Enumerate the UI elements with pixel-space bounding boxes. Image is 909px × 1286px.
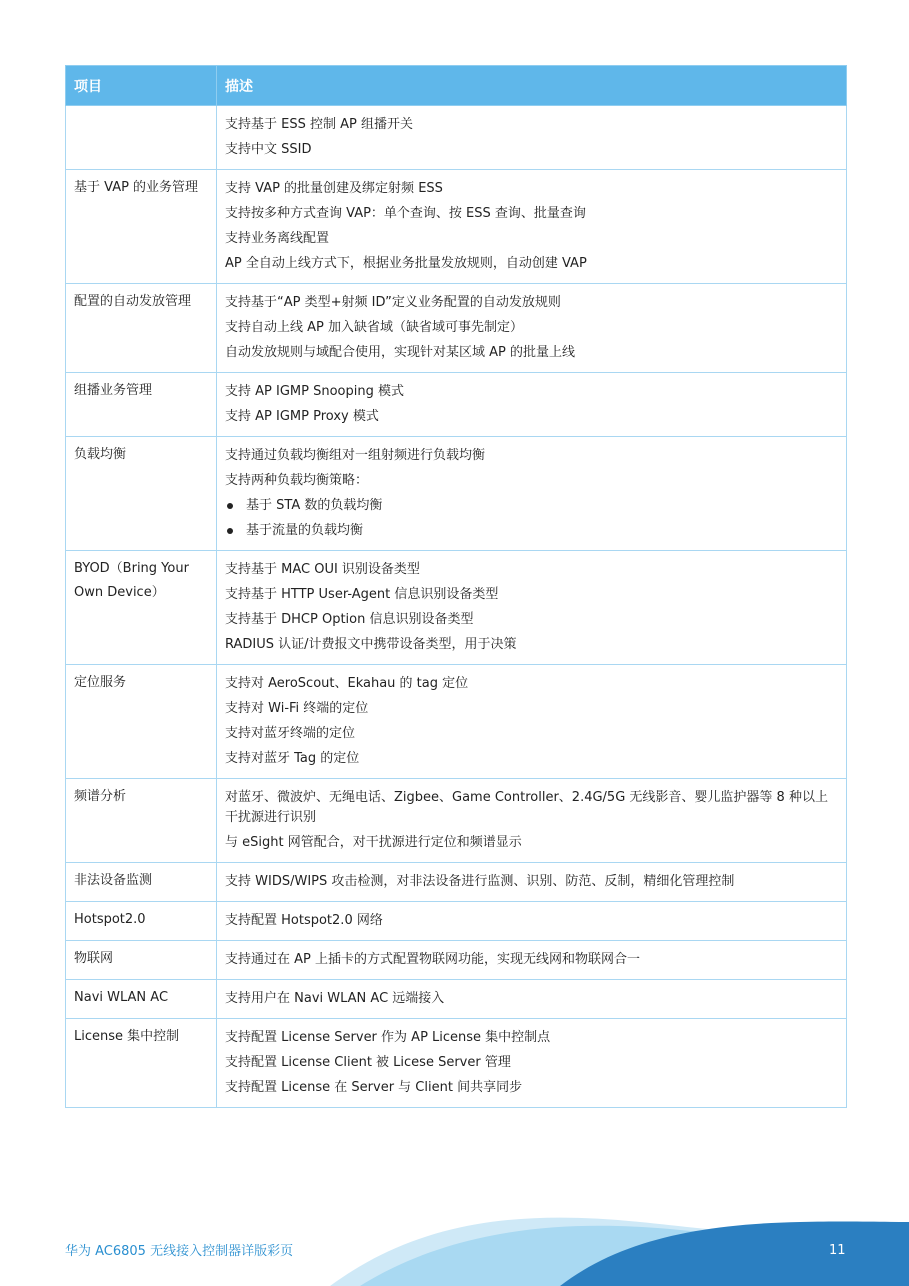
item-cell: 频谱分析 <box>66 779 217 863</box>
description-cell <box>217 551 847 665</box>
description-line: 支持基于“AP 类型+射频 ID”定义业务配置的自动发放规则 <box>225 295 561 310</box>
item-cell: 基于 VAP 的业务管理 <box>66 170 217 284</box>
table-row <box>66 170 847 284</box>
description-line: 支持 AP IGMP Snooping 模式 <box>225 384 404 399</box>
table-row <box>66 284 847 373</box>
description-cell <box>217 863 847 902</box>
item-cell: License 集中控制 <box>66 1019 217 1108</box>
item-cell: 组播业务管理 <box>66 373 217 437</box>
description-cell <box>217 170 847 284</box>
description-line: 支持配置 License Client 被 Licese Server 管理 <box>225 1055 511 1070</box>
description-line: 支持基于 MAC OUI 识别设备类型 <box>225 562 420 577</box>
bullet-text: 基于流量的负载均衡 <box>246 523 364 538</box>
table-row <box>66 779 847 863</box>
item-cell: 定位服务 <box>66 665 217 779</box>
table-row <box>66 665 847 779</box>
description-line: RADIUS 认证/计费报文中携带设备类型，用于决策 <box>225 637 517 652</box>
description-line: 支持对 AeroScout、Ekahau 的 tag 定位 <box>225 676 469 691</box>
bullet-item <box>225 496 838 516</box>
description-cell <box>217 902 847 941</box>
item-cell: 非法设备监测 <box>66 863 217 902</box>
table-row <box>66 941 847 980</box>
description-cell <box>217 284 847 373</box>
description-cell <box>217 1019 847 1108</box>
description-cell <box>217 373 847 437</box>
table-row <box>66 902 847 941</box>
footer-title: 华为 AC6805 无线接入控制器详版彩页 <box>65 1244 294 1259</box>
description-cell <box>217 980 847 1019</box>
description-line: 支持 WIDS/WIPS 攻击检测，对非法设备进行监测、识别、防范、反制，精细化管理控制 <box>225 874 735 889</box>
description-line: 支持对蓝牙终端的定位 <box>225 726 356 741</box>
description-line: 自动发放规则与域配合使用，实现针对某区域 AP 的批量上线 <box>225 345 575 360</box>
item-cell: 物联网 <box>66 941 217 980</box>
description-line: 支持通过在 AP 上插卡的方式配置物联网功能，实现无线网和物联网合一 <box>225 952 640 967</box>
bullet-dot-icon <box>227 528 233 534</box>
bullet-text: 基于 STA 数的负载均衡 <box>246 498 383 513</box>
description-line: 支持 VAP 的批量创建及绑定射频 ESS <box>225 181 443 196</box>
description-line: 支持业务离线配置 <box>225 231 330 246</box>
description-line: 与 eSight 网管配合，对干扰源进行定位和频谱显示 <box>225 835 522 850</box>
description-line: 支持配置 License 在 Server 与 Client 间共享同步 <box>225 1080 523 1095</box>
table-row <box>66 863 847 902</box>
description-line: 支持配置 License Server 作为 AP License 集中控制点 <box>225 1030 551 1045</box>
header-desc: 描述 <box>217 66 847 106</box>
page-number: 11 <box>829 1243 846 1258</box>
table-row <box>66 106 847 170</box>
item-cell: Hotspot2.0 <box>66 902 217 941</box>
item-cell: BYOD（Bring Your Own Device） <box>66 551 217 665</box>
description-line: 对蓝牙、微波炉、无绳电话、Zigbee、Game Controller、2.4G/5G 无线影音、婴儿监护器等 8 种以上干扰源进行识别 <box>225 790 828 825</box>
table-body <box>66 106 847 1108</box>
description-line: 支持自动上线 AP 加入缺省域（缺省域可事先制定） <box>225 320 523 335</box>
description-line: 支持对蓝牙 Tag 的定位 <box>225 751 360 766</box>
description-line: 支持基于 DHCP Option 信息识别设备类型 <box>225 612 474 627</box>
description-cell <box>217 106 847 170</box>
description-line: 支持通过负载均衡组对一组射频进行负载均衡 <box>225 448 486 463</box>
description-cell <box>217 665 847 779</box>
table-row <box>66 551 847 665</box>
item-cell: 配置的自动发放管理 <box>66 284 217 373</box>
description-line: 支持中文 SSID <box>225 142 312 157</box>
description-line: 支持用户在 Navi WLAN AC 远端接入 <box>225 991 445 1006</box>
description-line: 支持配置 Hotspot2.0 网络 <box>225 913 383 928</box>
description-line: 支持 AP IGMP Proxy 模式 <box>225 409 379 424</box>
bullet-dot-icon <box>227 503 233 509</box>
item-cell: 负载均衡 <box>66 437 217 551</box>
description-line: 支持基于 ESS 控制 AP 组播开关 <box>225 117 413 132</box>
header-item: 项目 <box>66 66 217 106</box>
description-cell <box>217 941 847 980</box>
description-line: 支持两种负载均衡策略： <box>225 473 369 488</box>
table-row <box>66 980 847 1019</box>
description-cell <box>217 437 847 551</box>
description-line: AP 全自动上线方式下，根据业务批量发放规则，自动创建 VAP <box>225 256 587 271</box>
item-cell <box>66 106 217 170</box>
table-header-row <box>66 66 847 106</box>
description-line: 支持按多种方式查询 VAP：单个查询、按 ESS 查询、批量查询 <box>225 206 586 221</box>
spec-table <box>65 65 847 1108</box>
table-row <box>66 437 847 551</box>
table-row <box>66 373 847 437</box>
description-cell <box>217 779 847 863</box>
item-cell: Navi WLAN AC <box>66 980 217 1019</box>
bullet-item <box>225 521 838 541</box>
description-line: 支持基于 HTTP User-Agent 信息识别设备类型 <box>225 587 499 602</box>
table-row <box>66 1019 847 1108</box>
description-line: 支持对 Wi-Fi 终端的定位 <box>225 701 369 716</box>
